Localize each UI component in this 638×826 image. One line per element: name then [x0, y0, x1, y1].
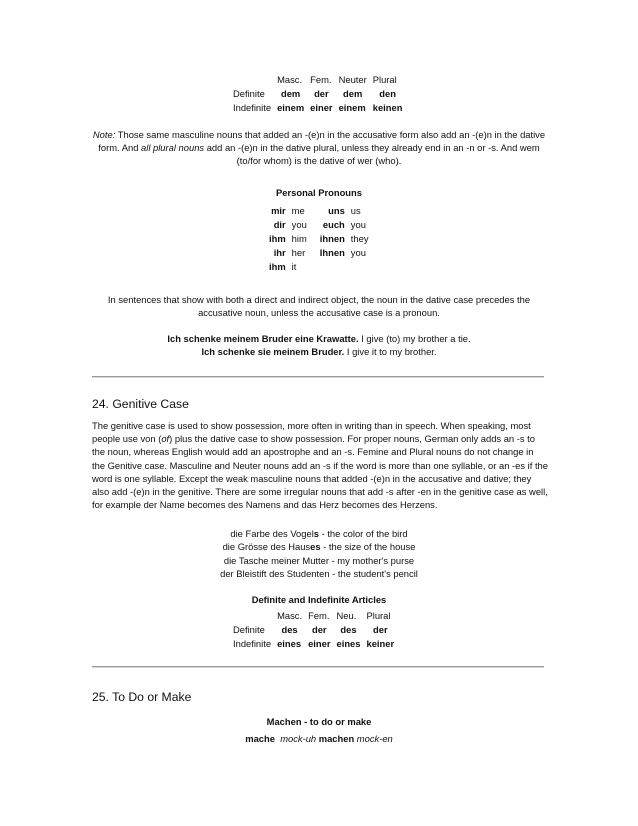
- english-translation: I give it to my brother.: [344, 346, 437, 357]
- table-cell: der: [314, 87, 329, 99]
- german-pronoun: [317, 259, 348, 273]
- pronoun-row: [266, 231, 372, 245]
- dative-word-order-paragraph: In sentences that show with both a direct and indirect object, the noun in the dative case precedes the accusative noun, unless the accusative case is a pronoun.: [107, 294, 531, 318]
- example-ending: s: [313, 528, 319, 539]
- english-pronoun: him: [291, 232, 307, 244]
- dative-examples: [0, 332, 638, 358]
- paragraph-italic: of: [161, 433, 170, 445]
- column-header: Masc.: [277, 609, 303, 621]
- example-sentence: [0, 332, 638, 345]
- table-cell: der: [311, 623, 327, 635]
- pronunciation: mock-uh: [280, 733, 317, 744]
- table-row: [230, 86, 405, 100]
- column-header: Plural: [372, 73, 397, 85]
- paragraph-text: The genitive case is used to show possession, more often in writing than in speech. When speaking, most people use von (: [92, 420, 531, 445]
- genitive-example: [0, 527, 638, 540]
- english-pronoun: her: [291, 246, 306, 258]
- german-pronoun: dir: [273, 218, 286, 230]
- table-cell: einem: [277, 101, 305, 113]
- german-pronoun: uns: [328, 204, 345, 216]
- genitive-example: [0, 554, 638, 567]
- genitive-examples: [0, 527, 638, 581]
- table-header-row: [230, 72, 405, 86]
- genitive-example: [0, 567, 638, 580]
- table-corner: [230, 72, 274, 86]
- example-sentence: [0, 345, 638, 358]
- german-pronoun: ihm: [269, 232, 286, 244]
- note-label: Note:: [92, 129, 116, 140]
- german-pronoun: ihm: [269, 260, 286, 272]
- german-pronoun: euch: [322, 218, 345, 230]
- genitive-articles-table: [230, 608, 397, 650]
- note-italic: all plural nouns: [141, 142, 205, 153]
- english-pronoun: it: [291, 260, 297, 272]
- table-cell: der: [373, 623, 388, 635]
- german-sentence: Ich schenke meinem Bruder eine Krawatte.: [167, 333, 359, 344]
- table-cell: einem: [338, 101, 366, 113]
- genitive-paragraph: [92, 419, 548, 511]
- machen-title: Machen - to do or make: [266, 716, 372, 727]
- pronoun-row: [266, 259, 372, 273]
- english-pronoun: they: [350, 232, 369, 244]
- example-text: die Farbe des Vogel: [230, 528, 314, 539]
- pronoun-row: [266, 217, 372, 231]
- table-corner: [230, 608, 274, 622]
- table-cell: eines: [336, 637, 361, 649]
- example-text: die Grösse des Haus: [222, 541, 311, 553]
- table-cell: einer: [310, 101, 333, 113]
- table-cell: keinen: [372, 101, 403, 113]
- note-text: Those same masculine nouns that added an -(e)n in the accusative form also add an -(e)n in the dative form. And: [98, 129, 546, 153]
- articles-title: Definite and Indefinite Articles: [251, 594, 387, 605]
- column-header: Fem.: [308, 609, 330, 621]
- pronouns-table: [266, 203, 372, 273]
- english-pronoun: us: [350, 204, 361, 216]
- table-cell: eines: [277, 637, 302, 649]
- section-heading: 25. To Do or Make: [92, 690, 192, 704]
- row-label: Indefinite: [233, 637, 272, 649]
- example-text: der Bleistift des Studenten: [220, 568, 330, 580]
- verb-form: machen: [318, 733, 355, 744]
- table-cell: den: [379, 87, 396, 99]
- english-pronoun: me: [291, 204, 305, 216]
- pronoun-row: [266, 245, 372, 259]
- english-translation: I give (to) my brother a tie.: [358, 333, 471, 344]
- note-paragraph: [88, 128, 550, 167]
- english-pronoun: you: [291, 218, 307, 230]
- pronoun-row: [266, 203, 372, 217]
- table-cell: des: [340, 623, 357, 635]
- table-cell: keiner: [366, 637, 395, 649]
- section-heading: 24. Genitive Case: [92, 397, 189, 411]
- example-text: - my mother's purse: [328, 554, 415, 566]
- german-pronoun: mir: [271, 204, 286, 216]
- example-text: - the student's pencil: [329, 568, 418, 580]
- column-header: Neuter: [338, 73, 367, 85]
- column-header: Masc.: [277, 73, 303, 85]
- row-label: Definite: [233, 87, 265, 99]
- table-cell: dem: [280, 87, 301, 99]
- table-row: [230, 622, 397, 636]
- dative-articles-table: [230, 72, 405, 114]
- table-cell: dem: [343, 87, 363, 99]
- row-label: Definite: [233, 623, 265, 635]
- german-sentence: Ich schenke sie meinem Bruder.: [201, 346, 345, 357]
- pronunciation: mock-en: [356, 733, 393, 744]
- section-divider: [92, 376, 544, 378]
- german-pronoun: ihnen: [319, 232, 345, 244]
- table-row: [230, 636, 397, 650]
- english-pronoun: you: [350, 246, 366, 258]
- note-text: add an -(e)n in the dative plural, unless they already end in an -n or -s. And wem (to/for whom) is the dative of wer (who).: [204, 142, 540, 166]
- row-label: Indefinite: [233, 101, 272, 113]
- column-header: Plural: [366, 609, 391, 621]
- column-header: Fem.: [310, 73, 332, 85]
- table-cell: einer: [308, 637, 331, 649]
- table-row: [230, 100, 405, 114]
- column-header: Neu.: [336, 609, 357, 621]
- verb-form: mache: [245, 733, 275, 744]
- table-cell: des: [281, 623, 298, 635]
- example-text: die Tasche meiner Mutter: [223, 554, 329, 566]
- paragraph-text: ) plus the dative case to show possession. For proper nouns, German only adds an -s to the noun, whereas English would add an apostrophe and an -s. Femine and Plural nouns do not change in the Genitive case. Masculine and Neuter nouns add an -s if the word is more than one syllable, or an -es if the word is one syllable. Except the weak masculine nouns that added -(e)n in the accusative and dative; they also add -(e)n in the genitive. There are some irregular nouns that add -s after -en in the genitive case as well, for example der Name becomes des Namens and das Herz becomes des Herzens.: [92, 433, 548, 511]
- section-divider: [92, 666, 544, 668]
- german-pronoun: ihr: [273, 246, 286, 258]
- genitive-example: [0, 540, 638, 553]
- example-text: - the size of the house: [320, 541, 416, 553]
- example-ending: es: [310, 541, 321, 553]
- example-text: - the color of the bird: [319, 528, 408, 539]
- german-pronoun: Ihnen: [319, 246, 345, 258]
- english-pronoun: [348, 259, 372, 273]
- pronouns-title: Personal Pronouns: [276, 187, 362, 198]
- english-pronoun: you: [350, 218, 366, 230]
- table-header-row: [230, 608, 397, 622]
- machen-conjugation: [0, 733, 638, 744]
